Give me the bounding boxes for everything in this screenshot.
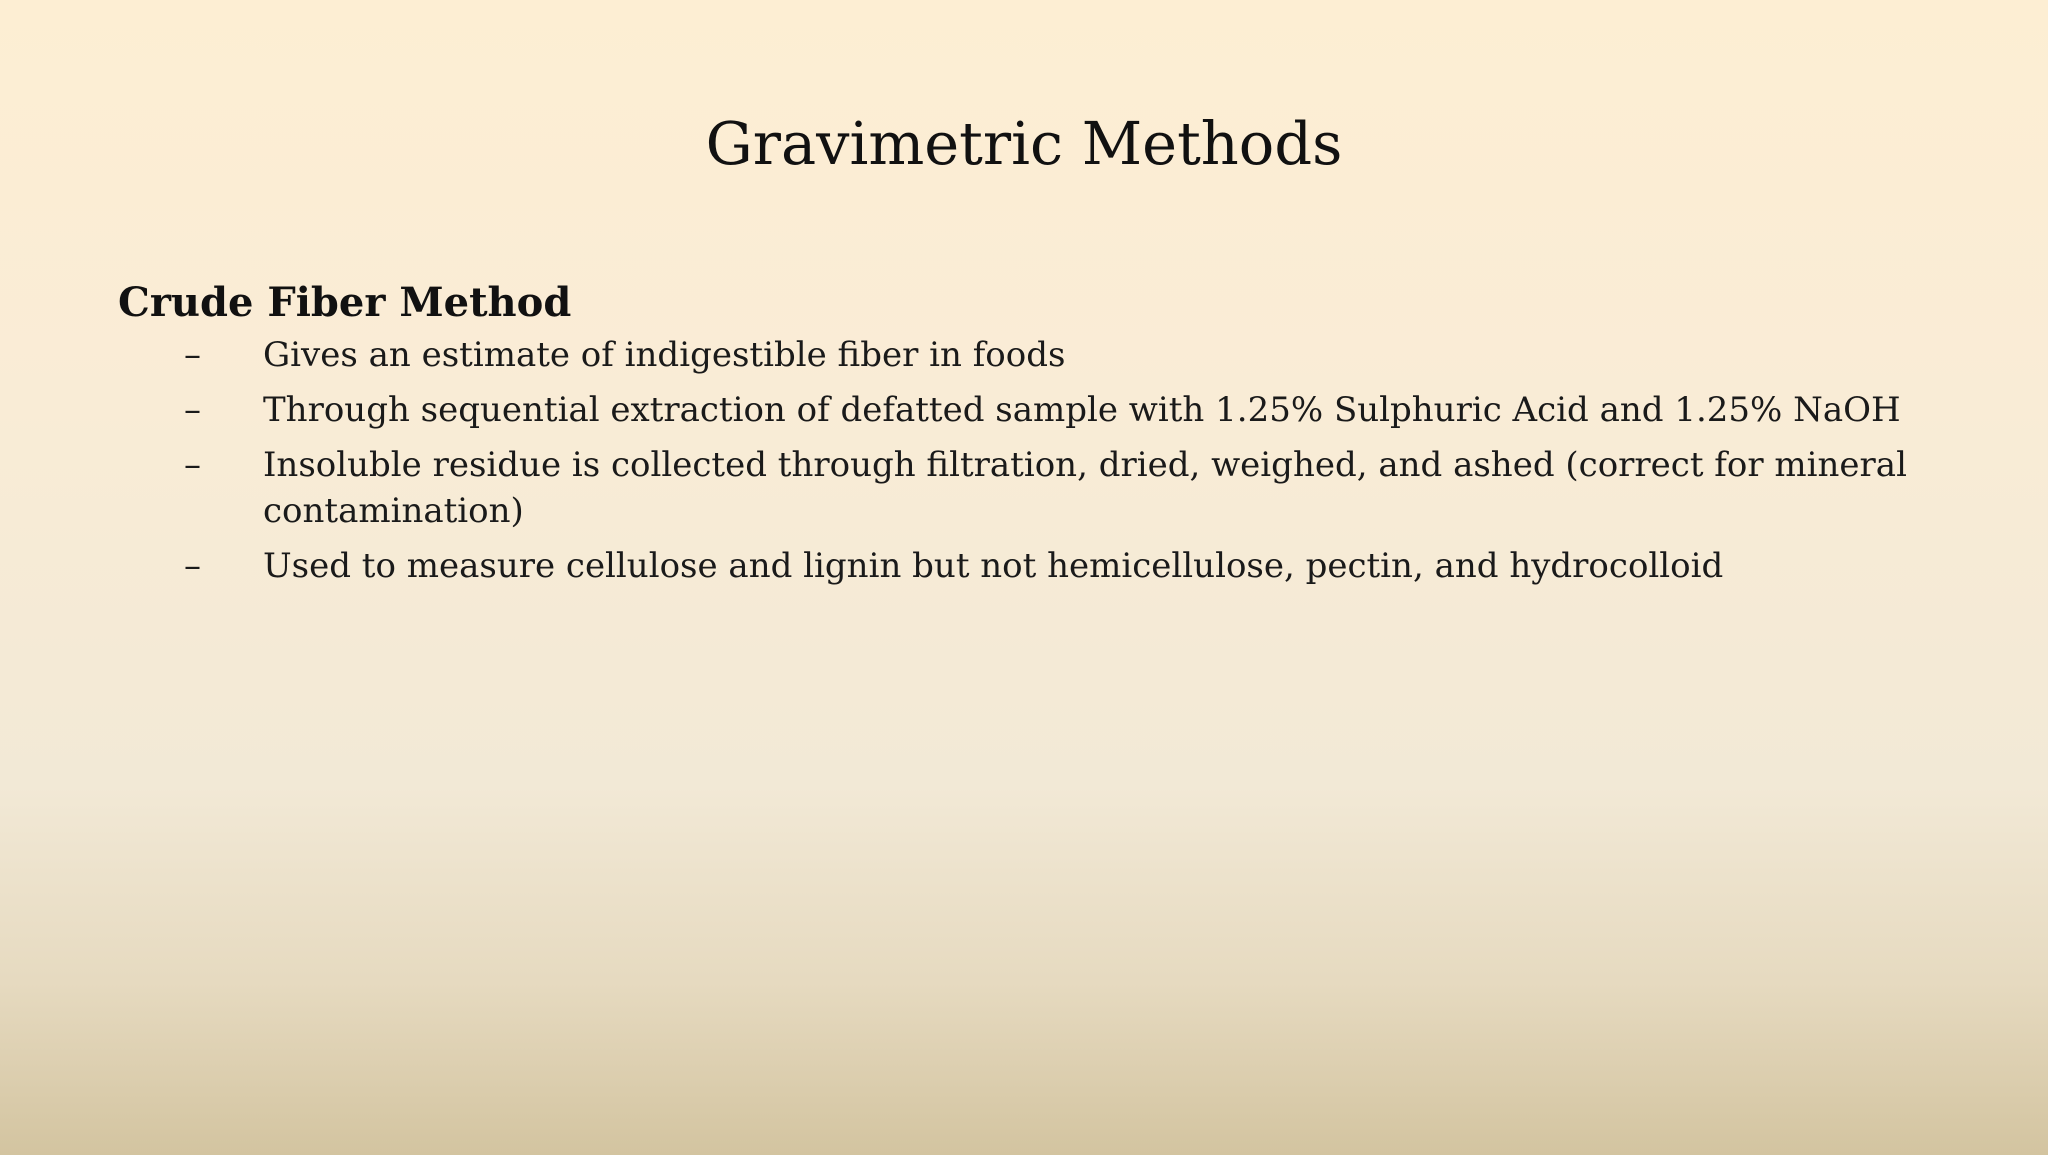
- bullet-dash: –: [184, 546, 201, 586]
- section-heading: Crude Fiber Method: [118, 279, 572, 326]
- bullet-item: [118, 332, 1958, 378]
- bullet-dash: –: [184, 335, 201, 375]
- bullet-item: [118, 387, 1958, 433]
- bullet-list: [118, 332, 1958, 589]
- slide-content: [118, 274, 1958, 598]
- bullet-dash: –: [184, 445, 201, 485]
- bullet-text: Insoluble residue is collected through filtration, dried, weighed, and ashed (correct for mineral contamination): [263, 445, 1907, 531]
- bullet-text: Used to measure cellulose and lignin but not hemicellulose, pectin, and hydrocolloid: [263, 546, 1724, 586]
- bullet-item: [118, 442, 1958, 534]
- slide-title: Gravimetric Methods: [705, 109, 1343, 178]
- bullet-dash: –: [184, 390, 201, 430]
- bullet-text: Through sequential extraction of defatted sample with 1.25% Sulphuric Acid and 1.25% NaOH: [263, 390, 1901, 430]
- bullet-text: Gives an estimate of indigestible fiber in foods: [263, 335, 1066, 375]
- bullet-item: [118, 543, 1958, 589]
